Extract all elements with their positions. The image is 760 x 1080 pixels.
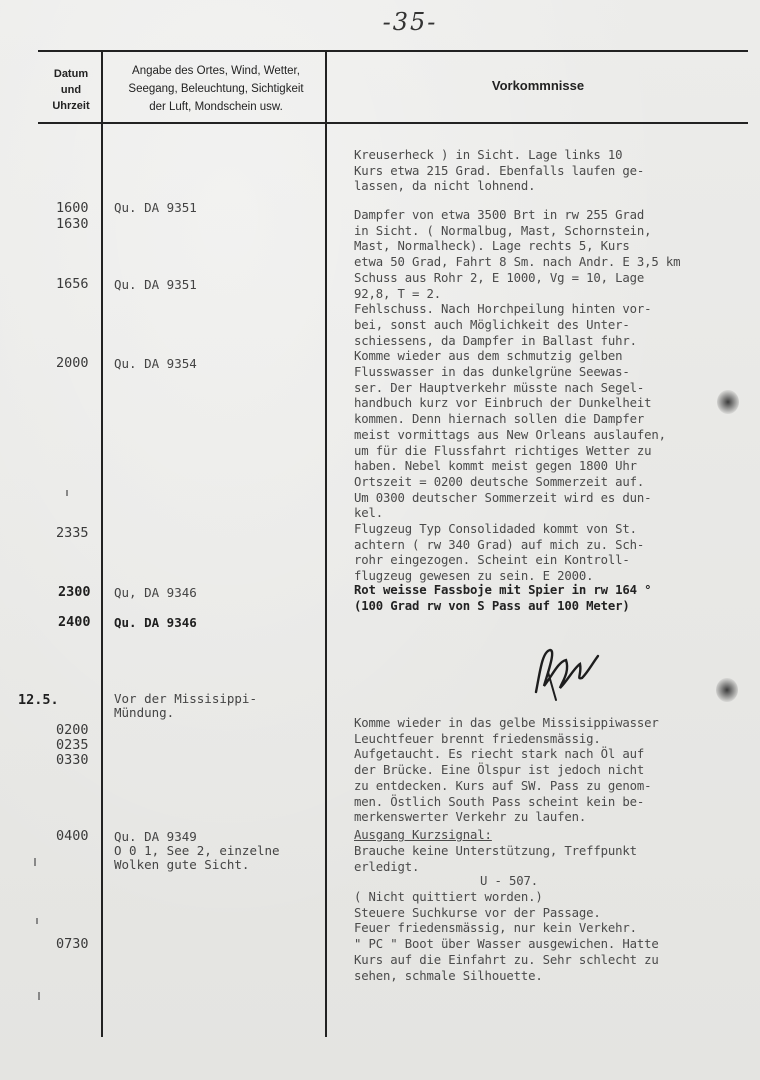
table-top-rule (38, 50, 748, 52)
time-entry: 0235 (56, 737, 89, 753)
time-entry: 0200 (56, 722, 89, 738)
event-heading: Ausgang Kurzsignal: (354, 828, 492, 842)
time-entry: 1656 (56, 276, 89, 292)
column-divider-place (325, 52, 327, 1037)
time-entry: 0330 (56, 752, 89, 768)
header-place (106, 62, 326, 116)
punch-hole-mark (717, 390, 739, 414)
event-entry: Dampfer von etwa 3500 Brt in rw 255 Grad in Sicht. ( Normalbug, Mast, Schornstein, Mast, Normalheck). Lage rechts 5, Kurs etwa 50 Grad, Fahrt 8 Sm. nach Andr. E 3,5 km Schuss aus Rohr 2, E 1000, Vg = 10, Lage 92,8, T = 2. Fehlschuss. Nach Horchpeilung hinten vor- bei, sonst auch Möglichkeit des Unter- schiessens, da Dampfer in Ballast fuhr. Komme wieder aus dem schmutzig gelben Flusswasser in das dunkelgrüne Seewas- ser. Der Hauptverkehr müsste nach Segel- handbuch kurz vor Einbruch der Dunkelheit kommen. Denn hiernach sollen die Dampfer meist vormittags aus New Orleans auslaufen, um für die Flussfahrt richtiges Wetter zu haben. Nebel kommt meist gegen 1800 Uhr Ortszeit = 0200 deutsche Sommerzeit auf. Um 0300 deutscher Sommerzeit wird es dun- kel. Flugzeug Typ Consolidaded kommt von St. achtern ( rw 340 Grad) auf mich zu. Sch- rohr eingezogen. Scheint ein Kontroll- flugzeug gewesen zu sein. E 2000. (354, 208, 681, 584)
position-entry: Qu. DA 9351 (114, 200, 197, 215)
header-bottom-rule (38, 122, 748, 124)
date-entry: 12.5. (18, 692, 59, 708)
position-entry: Vor der Missisippi- Mündung. (114, 691, 257, 720)
header-date-line: Datum (53, 68, 89, 80)
event-entry: Rot weisse Fassboje mit Spier in rw 164 ° (100 Grad rw von S Pass auf 100 Meter) (354, 583, 652, 613)
position-entry: Qu, DA 9346 (114, 585, 197, 600)
event-entry: Komme wieder in das gelbe Missisippiwasser Leuchtfeuer brennt friedensmässig. Aufgetaucht. Es riecht stark nach Öl auf der Brücke. Eine Ölspur ist jedoch nicht zu entdecken. Kurs auf SW. Pass zu genom- men. Östlich South Pass scheint kein be- merkenswerter Verkehr zu laufen. (354, 716, 659, 825)
pencil-mark (38, 992, 40, 1000)
pencil-mark (34, 858, 36, 866)
signature-mark (522, 642, 612, 702)
pencil-mark (36, 918, 38, 924)
event-entry: ( Nicht quittiert worden.) Steuere Suchkurse vor der Passage. Feuer friedensmässig, nur kein Verkehr. " PC " Boot über Wasser ausgewichen. Hatte Kurs auf die Einfahrt zu. Sehr schlecht zu sehen, schmale Silhouette. (354, 890, 659, 983)
time-entry: 0730 (56, 936, 89, 952)
position-entry: Qu. DA 9346 (114, 615, 197, 630)
header-events: Vorkommnisse (491, 78, 585, 93)
header-place-line: der Luft, Mondschein usw. (149, 101, 283, 113)
header-date (42, 66, 100, 114)
event-entry: Kreuserheck ) in Sicht. Lage links 10 Kurs etwa 215 Grad. Ebenfalls laufen ge- lassen, da nicht lohnend. (354, 148, 645, 194)
pencil-mark (66, 490, 68, 496)
header-date-line: Uhrzeit (52, 100, 90, 112)
time-entry: 2400 (58, 614, 91, 630)
header-place-line: Seegang, Beleuchtung, Sichtigkeit (128, 83, 304, 95)
position-entry: Qu. DA 9351 (114, 277, 197, 292)
position-entry: Qu. DA 9349 O 0 1, See 2, einzelne Wolken gute Sicht. (114, 829, 280, 872)
time-entry: 0400 (56, 828, 89, 844)
time-entry: 1600 (56, 200, 89, 216)
page-number: -35- (382, 8, 438, 36)
position-entry: Qu. DA 9354 (114, 356, 197, 371)
time-entry: 1630 (56, 216, 89, 232)
time-entry: 2300 (58, 584, 91, 600)
event-entry: U - 507. (480, 874, 539, 888)
header-date-line: und (60, 84, 82, 96)
time-entry: 2335 (56, 525, 89, 541)
time-entry: 2000 (56, 355, 89, 371)
punch-hole-mark (716, 678, 738, 702)
column-divider-date (101, 52, 103, 1037)
event-entry: Brauche keine Unterstützung, Treffpunkt erledigt. (354, 844, 637, 874)
header-place-line: Angabe des Ortes, Wind, Wetter, (132, 65, 300, 77)
